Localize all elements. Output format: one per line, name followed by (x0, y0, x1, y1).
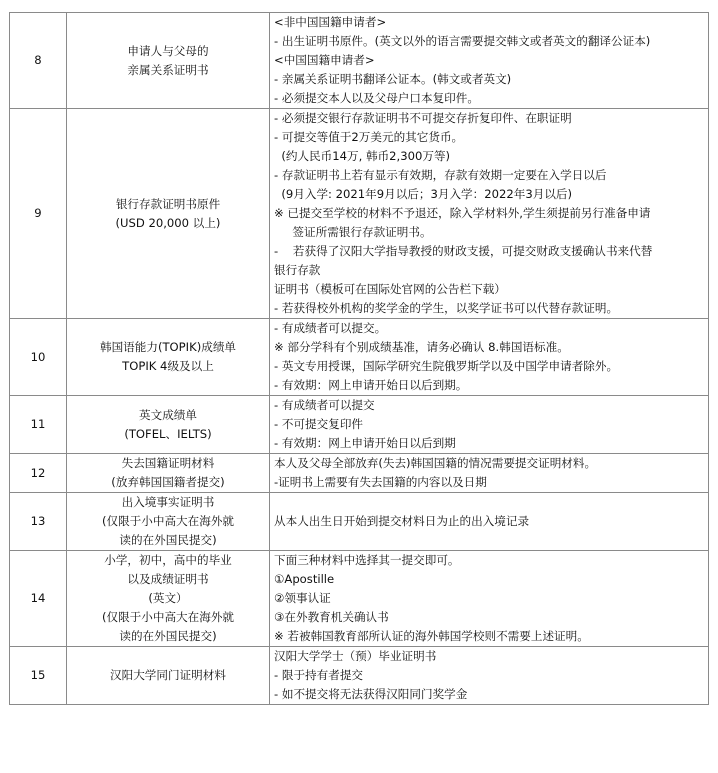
requirement-line: - 有效期：网上申请开始日以后到期。 (274, 378, 468, 392)
document-name-line: 小学，初中，高中的毕业 (104, 553, 232, 567)
requirement-line: - 可提交等值于2万美元的其它货币。 (274, 130, 464, 144)
requirement-line: 签证所需银行存款证明书。 (274, 225, 432, 239)
table-row (10, 396, 709, 454)
requirement-cell (270, 493, 709, 551)
table-row (10, 493, 709, 551)
document-name-line: 出入境事实证明书 (121, 495, 215, 509)
requirement-cell (270, 109, 709, 319)
document-name-line: 英文成绩单 (139, 407, 197, 422)
document-name-line: (USD 20,000 以上) (115, 215, 221, 230)
document-name-line: (英文） (148, 591, 188, 605)
requirement-line: - 有效期：网上申请开始日以后到期 (274, 436, 456, 450)
requirement-line: - 必须提交本人以及父母户口本复印件。 (274, 91, 479, 105)
row-number: 15 (10, 647, 67, 705)
row-number: 14 (10, 551, 67, 647)
requirement-line: - 有成绩者可以提交 (274, 398, 375, 412)
requirement-line: ①Apostille (274, 572, 335, 586)
document-name-line: (仅限于小中高大在海外就 (101, 610, 235, 624)
requirement-line: ※ 已提交至学校的材料不予退还，除入学材料外,学生须提前另行准备申请 (274, 206, 651, 220)
row-number: 9 (10, 109, 67, 319)
requirement-line: - 限于持有者提交 (274, 668, 364, 682)
requirement-line: 从本人出生日开始到提交材料日为止的出入境记录 (274, 514, 530, 528)
document-name-line: 银行存款证明书原件 (115, 196, 221, 211)
requirement-line: -证明书上需要有失去国籍的内容以及日期 (274, 475, 487, 489)
row-number: 10 (10, 319, 67, 396)
requirement-line: (约人民币14万, 韩币2,300万等) (274, 149, 451, 163)
requirement-line: - 出生证明书原件。(英文以外的语言需要提交韩文或者英文的翻译公证本) (274, 34, 651, 48)
row-number: 11 (10, 396, 67, 454)
document-name-line: 亲属关系证明书 (127, 62, 209, 77)
row-number: 8 (10, 13, 67, 109)
table-row (10, 551, 709, 647)
requirement-line: ※ 部分学科有个别成绩基准，请务必确认 8.韩国语标准。 (274, 340, 569, 354)
requirement-line: ③在外教育机关确认书 (274, 610, 389, 624)
requirement-line: 证明书（模板可在国际处官网的公告栏下载） (274, 282, 506, 296)
requirement-cell (270, 551, 709, 647)
row-number: 12 (10, 454, 67, 493)
row-number: 13 (10, 493, 67, 551)
document-name-line: (仅限于小中高大在海外就 (101, 514, 235, 528)
document-name-cell (67, 551, 270, 647)
document-name-cell (67, 493, 270, 551)
document-name-cell (67, 396, 270, 454)
requirement-line: - 必须提交银行存款证明书不可提交存折复印件、在职证明 (274, 111, 572, 125)
table-row (10, 319, 709, 396)
requirement-line: - 有成绩者可以提交。 (274, 321, 387, 335)
document-name-cell (67, 13, 270, 109)
requirement-line: 本人及父母全部放弃(失去)韩国国籍的情况需要提交证明材料。 (274, 456, 597, 470)
requirement-line: - 英文专用授课，国际学研究生院俄罗斯学以及中国学申请者除外。 (274, 359, 619, 373)
requirement-cell (270, 647, 709, 705)
requirement-line: ※ 若被韩国教育部所认证的海外韩国学校则不需要上述证明。 (274, 629, 589, 643)
document-name-line: 读的在外国民提交) (119, 533, 217, 547)
requirement-line: - 存款证明书上若有显示有效期，存款有效期一定要在入学日以后 (274, 168, 607, 182)
document-name-line: 失去国籍证明材料 (121, 456, 215, 470)
document-name-line: 韩国语能力(TOPIK)成绩单 (99, 340, 237, 354)
table-row (10, 647, 709, 705)
requirement-line: - 若获得了汉阳大学指导教授的财政支援，可提交财政支援确认书来代替 (274, 244, 653, 258)
requirement-cell (270, 13, 709, 109)
requirement-line: ②领事认证 (274, 591, 331, 605)
table-row (10, 109, 709, 319)
document-name-line: TOPIK 4级及以上 (122, 359, 214, 373)
requirement-line: - 亲属关系证明书翻译公证本。(韩文或者英文) (274, 72, 512, 86)
document-name-line: 读的在外国民提交) (119, 629, 217, 643)
requirement-line: <中国国籍申请者> (274, 53, 375, 67)
requirement-cell (270, 319, 709, 396)
document-name-cell (67, 454, 270, 493)
requirement-line: - 不可提交复印件 (274, 417, 364, 431)
table-row (10, 13, 709, 109)
document-name-line: (TOFEL、IELTS) (124, 426, 212, 441)
document-name-cell (67, 647, 270, 705)
requirement-line: 银行存款 (274, 263, 321, 277)
document-name-cell (67, 109, 270, 319)
document-name-line: 汉阳大学同门证明材料 (110, 668, 226, 682)
requirement-line: - 若获得校外机构的奖学金的学生，以奖学证书可以代替存款证明。 (274, 301, 619, 315)
requirement-line: 下面三种材料中选择其一提交即可。 (274, 553, 460, 567)
requirements-table (9, 12, 709, 705)
requirement-cell (270, 454, 709, 493)
requirement-cell (270, 396, 709, 454)
requirement-line: - 如不提交将无法获得汉阳同门奖学金 (274, 687, 468, 701)
document-name-line: (放弃韩国国籍者提交) (111, 475, 225, 489)
requirement-line: 汉阳大学学士（预）毕业证明书 (274, 649, 437, 663)
document-name-cell (67, 319, 270, 396)
table-row (10, 454, 709, 493)
requirement-line: <非中国国籍申请者> (274, 15, 387, 29)
document-name-line: 申请人与父母的 (127, 43, 209, 58)
requirement-line: (9月入学: 2021年9月以后；3月入学：2022年3月以后) (274, 187, 573, 201)
document-name-line: 以及成绩证明书 (127, 572, 209, 586)
